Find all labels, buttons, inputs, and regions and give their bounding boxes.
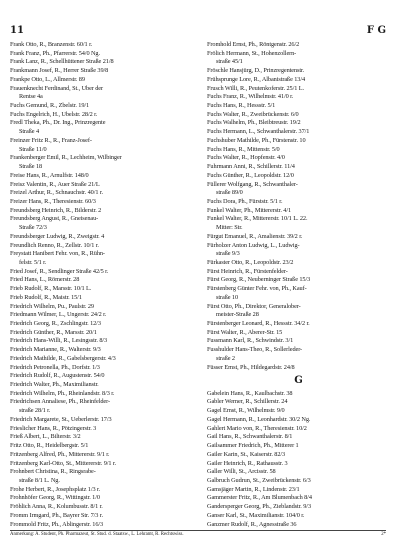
directory-entry: Gagel Hermann, R., Leonhardstr. 30/2 Ng. xyxy=(207,415,311,423)
directory-entry: Friedrichsen Annaliese, Ph., Rheinfelder- xyxy=(10,398,110,406)
directory-entry: Frieb Rudolf, R., Maistr. 15/1 xyxy=(10,293,82,301)
directory-entry: Gailsammer Friedrich, Ph., Mitterer 1 xyxy=(207,442,299,450)
directory-entry: Fuchs Dora, Ph., Fürststr. 5/1 r. xyxy=(207,197,283,205)
directory-entry: Frommold Fritz, Ph., Ablingerstr. 16/3 xyxy=(10,520,104,528)
directory-entry: Freinzer Fritz R., R., Franz-Josef- xyxy=(10,136,92,144)
directory-entry: Gahlert Mario von, R., Theresienstr. 10/2 xyxy=(207,424,307,432)
directory-entry: Fürst Walter, R., Aberer-Str. 15 xyxy=(207,328,283,336)
directory-entry: Fritzenberg Karl-Otto, St., Mittererstr. 9/1 r. xyxy=(10,459,117,467)
directory-entry: Frohe Herbert, R., Josephsplatz 1/3 r. xyxy=(10,485,101,493)
directory-entry: Gamsjäger Martin, R., Lindenstr. 23/1 xyxy=(207,485,300,493)
directory-entry-continuation: straße 2 xyxy=(216,354,235,362)
footnote-abbreviations: Anmerkung: A. Student, Ph. Pharmazeut, St. Stud. d. Staatsw., L. Lehramt, R. Rechtswiss. xyxy=(10,532,184,537)
directory-entry: Frohnbert Christina, R., Ringsrabe- xyxy=(10,468,96,476)
directory-entry-continuation: Straße 72/3 xyxy=(19,224,47,232)
directory-entry-continuation: straße 9/3 xyxy=(216,250,240,258)
directory-entry: Frusch Willi, R., Peutenkoferstr. 25/1 L. xyxy=(207,84,304,92)
directory-entry: Freundsberger Ludwig, R., Zweigstr. 4 xyxy=(10,232,105,240)
directory-entry: Fredl Theka, Ph., Dr. Ing., Prinzregente xyxy=(10,119,106,127)
directory-entry-continuation: Rentse 4a xyxy=(19,93,43,101)
directory-entry: Friedrich Margarete, St., Ueberlerstr. 17/3 xyxy=(10,415,112,423)
directory-entry-continuation: Straße 18 xyxy=(19,163,43,171)
directory-entry: Frauenknecht Ferdinand, St., Uber der xyxy=(10,84,104,92)
directory-entry: Gabelein Hans, R., Kaulbachstr. 38 xyxy=(207,389,293,397)
directory-entry: Friedrich Günther, R., Marsstr. 20/1 xyxy=(10,328,97,336)
directory-entry: Frankpe Otto, L., Allmerstr. 89 xyxy=(10,75,85,83)
directory-entry: Fuchs Walter, R., Zweibrückenstr. 6/0 xyxy=(207,110,299,118)
directory-entry: Frieslicher Hans, R., Pötzingerstr. 3 xyxy=(10,424,97,432)
signature-mark: 2* xyxy=(381,532,386,537)
directory-entry: Fürst Heinrich, R., Fürstenfelder- xyxy=(207,267,288,275)
directory-entry: Fuchs Walhelm, Ph., Bleibtreustr. 19/2 xyxy=(207,119,301,127)
directory-entry: Friedrich Walter, Ph., Maximilianstr. xyxy=(10,381,99,389)
directory-entry: Fuchs Hans, R., Mittenstr. 5/0 xyxy=(207,145,280,153)
directory-entry-continuation: Straße 4 xyxy=(19,128,40,136)
directory-entry: Gail Hans, R., Schwanthalerstr. 8/1 xyxy=(207,433,293,441)
directory-entry: Gailer Heinrich, R., Rathausstr. 3 xyxy=(207,459,288,467)
directory-entry: Fürstenberg Günter Fehr. von, Ph., Kauf- xyxy=(207,285,307,293)
directory-entry: Fürst Otto, Ph., Direktor, Generalober- xyxy=(207,302,301,310)
directory-entry-continuation: Mitter: Str. xyxy=(216,224,243,232)
directory-entry: Fusshulder Hans-Theo, R., Sollerleder- xyxy=(207,346,303,354)
directory-entry: Fromhold Ernst, Ph., Röntgenstr. 26/2 xyxy=(207,41,300,48)
directory-entry-continuation: straße 8/1 L. Ng. xyxy=(19,476,60,484)
directory-entry: Freizer Hans, R., Theresienstr. 60/3 xyxy=(10,197,96,205)
directory-entry: Frank Lanz, R., Schellhüttener Straße 21/8 xyxy=(10,58,114,66)
directory-entry: Fritzenberg Alfred, Ph., Mittererstr. 9/1 r. xyxy=(10,450,110,458)
directory-entry: Frank Otto, R., Branzenstr. 60/1 r. xyxy=(10,41,93,48)
directory-entry: Friedrich Hans-Willi, R., Lesingsstr. 8/3 xyxy=(10,337,108,345)
directory-entry: Galler Willi, St., Arcisstr. 58 xyxy=(207,468,276,476)
directory-entry: Ganzmer Rudolf, R., Agnesstraße 36 xyxy=(207,520,297,528)
directory-entry: Galbruch Gudrun, St., Zweibrückenstr. 6/3 xyxy=(207,476,311,484)
footnote xyxy=(10,530,386,537)
directory-entry: Fuhrmann Anni, R., Schillerstr. 11/4 xyxy=(207,163,295,171)
directory-entry: Ganser Karl, St., Maximilianstr. 104/0 r. xyxy=(207,511,305,519)
directory-entry: Frankenberger Emil, R., Lechheim, Wilbinger xyxy=(10,154,122,162)
directory-entry: Funkel Walter, R., Mittererstr. 10/1 L. 22. xyxy=(207,215,308,223)
directory-entry: Frieß Albert, L., Bilterstr. 3/2 xyxy=(10,433,81,441)
section-letter: G xyxy=(294,375,303,387)
directory-entry: Fuchs Gemund, R., Zbelstr. 19/1 xyxy=(10,102,90,110)
directory-entry: Friedrich Mathilde, R., Gabelsbergerstr. 4/3 xyxy=(10,354,116,362)
directory-entry: Fröschle Hansjürg, D., Prinzregentenstr. xyxy=(207,67,305,75)
directory-entry: Friedrich Wilhelm, Ph., Rheinlandstr. 8/3 r. xyxy=(10,389,115,397)
directory-entry: Frölich Hermann, St., Hohenzollern- xyxy=(207,49,297,57)
directory-entry-continuation: straße 28/1 r. xyxy=(19,407,51,415)
directory-entry: Fromm Irmgard, Ph., Bayrer Str. 7/3 r. xyxy=(10,511,103,519)
directory-entry: Fritz Otto, R., Heidelbergstr. 5/1 xyxy=(10,442,89,450)
directory-entry-continuation: meister-Straße 28 xyxy=(216,311,259,319)
directory-entry: Fürst Georg, R., Neuberninger Straße 15/3 xyxy=(207,276,311,284)
directory-entry-continuation: straße 89/0 xyxy=(216,189,243,197)
directory-columns xyxy=(10,41,390,529)
directory-entry: Fuchs Engelrich, H., Ubelstr. 28/2 r. xyxy=(10,110,98,118)
directory-entry-continuation: straße 45/1 xyxy=(216,58,243,66)
directory-entry: Frohnhöfer Georg, R., Wittingstr. 1/0 xyxy=(10,494,100,502)
directory-entry: Freizel Arthur, R., Schnauchstr. 40/1 r. xyxy=(10,189,103,197)
directory-entry: Friedrich Marianne, R., Walterstr. 9/3 xyxy=(10,346,101,354)
directory-entry: Fuchs Walter, R., Hopfenstr. 4/0 xyxy=(207,154,285,162)
directory-entry: Fürgut Emanuel, R., Amalienstr. 39/2 r. xyxy=(207,232,303,240)
directory-entry-continuation: straße 10 xyxy=(216,293,239,301)
directory-entry: Fuchs Hermann, L., Schwanthalerstr. 37/1 xyxy=(207,128,310,136)
directory-entry: Freundlich Renno, R., Zellstr. 10/1 r. xyxy=(10,241,99,249)
directory-entry: Fürholzer Anton Ludwig, L., Ludwig- xyxy=(207,241,300,249)
directory-entry: Fürstenberger Leonard, R., Hessstr. 34/2 r. xyxy=(207,320,310,327)
directory-entry: Freise Hans, R., Arnulfstr. 148/0 xyxy=(10,171,89,179)
directory-entry: Fried Josef, R., Sendlinger Straße 42/5 r. xyxy=(10,267,109,275)
page-number: 11 xyxy=(10,25,24,36)
directory-entry: Frieb Rudolf, R., Marsstr. 10/1 L. xyxy=(10,285,92,293)
directory-entry: Fürkaster Otto, R., Leopoldstr. 23/2 xyxy=(207,258,294,266)
directory-entry: Fuchshuber Mathilde, Ph., Fürstenstr. 10 xyxy=(207,136,306,144)
left-column xyxy=(10,41,193,529)
directory-entry: Freundsberg Angust, R., Gneisenau- xyxy=(10,215,99,223)
directory-entry: Gammerster Fritz, R., Am Blumenbach 8/4 xyxy=(207,494,312,502)
directory-entry: Fuchs Hans, R., Hessstr. 5/1 xyxy=(207,102,276,110)
directory-entry: Funkel Walter, Ph., Mittererstr. 4/1 xyxy=(207,206,292,214)
directory-entry: Gagel Ernst, R., Wilhelmstr. 9/0 xyxy=(207,407,285,415)
directory-entry: Gailer Karin, St., Kaiserstr. 82/3 xyxy=(207,450,286,458)
directory-entry: Freundsberg Heinrich, R., Bilderstr. 2 xyxy=(10,206,102,214)
right-column xyxy=(207,41,390,529)
directory-entry: Friedmann Wilmer, L., Ungerstr. 24/2 r. xyxy=(10,311,107,319)
directory-entry: Füsser Ernst, Ph., Hildegardstr. 24/8 xyxy=(207,363,295,371)
directory-entry: Frühsprunge Lore, R., Albanistraße 13/4 xyxy=(207,75,306,83)
directory-entry: Fried Hans, L., Römerstr. 28 xyxy=(10,276,80,284)
directory-entry: Fröhlich Anna, R., Kolumbusstr. 8/1 r. xyxy=(10,503,103,511)
directory-entry: Frankmann Josef, R., Herrer Straße 39/8 xyxy=(10,67,109,75)
directory-entry: Frank Franz, Ph., Pfarrerstr. 54/0 Ng. xyxy=(10,49,100,57)
directory-entry: Friedrich Petronella, Ph., Dorfstr. 1/3 xyxy=(10,363,100,371)
directory-entry: Gandersperger Georg, Ph., Zieblandstr. 9/3 xyxy=(207,503,311,511)
directory-entry-continuation: felstr. 5/1 r. xyxy=(19,258,47,266)
directory-entry: Freisz Valentin, R., Auer Straße 21/L xyxy=(10,180,100,188)
directory-entry: Friedrich Georg, R., Zschlingstr. 12/3 xyxy=(10,320,101,327)
directory-entry: Friedrich Wilhelm, Pu., Paulstr. 29 xyxy=(10,302,94,310)
directory-entry: Fuchs Franz, R., Wilhelmstr. 41/0 r. xyxy=(207,93,294,101)
running-head: F G xyxy=(366,25,386,36)
directory-entry: Friedrich Rudolf, R., Augustenstr. 54/0 xyxy=(10,372,105,380)
directory-entry-continuation: Straße 11/0 xyxy=(19,145,47,153)
directory-entry: Freystatt Hanibert Fehr. von, R., Rühn- xyxy=(10,250,105,258)
directory-entry: Fussmann Karl, R., Schwindstr. 3/1 xyxy=(207,337,294,345)
directory-entry: Füllerer Wolfgang, R., Schwanthaler- xyxy=(207,180,298,188)
directory-entry: Gabler Werner, R., Schillerstr. 24 xyxy=(207,398,288,406)
directory-entry: Fuchs Günther, R., Leopoldstr. 12/0 xyxy=(207,171,294,179)
